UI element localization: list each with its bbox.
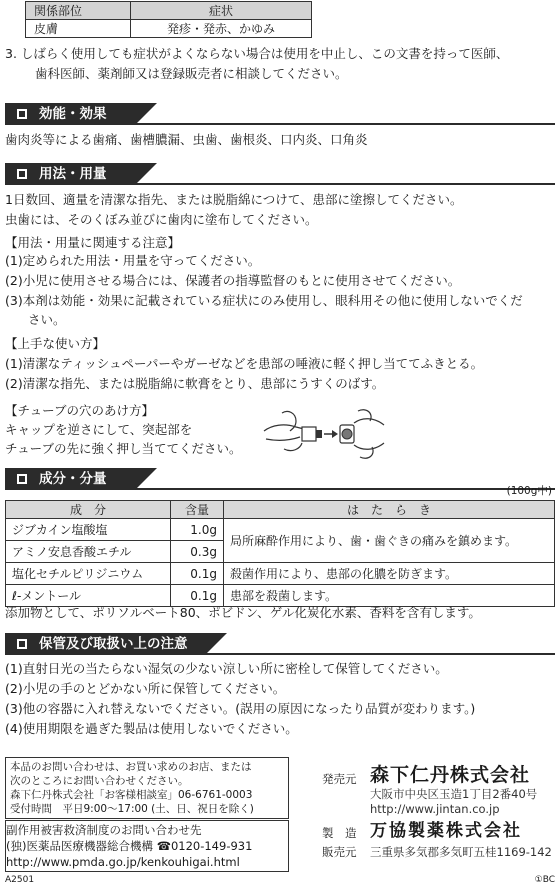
relief-line: http://www.pmda.go.jp/kenkouhigai.html — [6, 855, 240, 869]
usage-tip: (2)清潔な指先、または脱脂綿に軟膏をとり、患部にうすくのばす。 — [5, 376, 385, 391]
ingredient-action: 患部を殺菌します。 — [224, 585, 555, 607]
ingredient-amount: 0.3g — [171, 541, 224, 563]
table-row — [6, 563, 555, 585]
table-row — [6, 519, 555, 541]
section-header-ingredients — [5, 468, 555, 490]
ingredients-header: は た ら き — [224, 501, 555, 519]
warning-3-line2: 歯科医師、薬剤師又は登録販売者に相談してください。 — [35, 66, 348, 81]
storage-item: (4)使用期限を過ぎた製品は使用しないでください。 — [5, 721, 298, 736]
usage-line1: 1日数回、適量を清潔な指先、または脱脂綿につけて、患部に塗擦してください。 — [5, 192, 463, 207]
relief-box — [5, 820, 289, 872]
ingredients-per: (100g中) — [506, 485, 552, 497]
maker-name: 万協製薬株式会社 — [370, 821, 522, 841]
ingredients-header: 成 分 — [6, 501, 171, 519]
seller-name: 森下仁丹株式会社 — [370, 764, 531, 786]
section-title: 効能・効果 — [39, 106, 107, 122]
relief-line: (独)医薬品医療機器総合機構 ☎0120-149-931 — [6, 839, 253, 853]
tube-line1: キャップを逆さにして、突起部を — [5, 422, 193, 437]
maker-role-2: 販売元 — [322, 845, 357, 859]
symptom-table-cell: 発疹・発赤、かゆみ — [131, 20, 312, 38]
usage-tips-heading: 【上手な使い方】 — [5, 336, 106, 351]
usage-line2: 虫歯には、そのくぼみ並びに歯肉に塗布してください。 — [5, 212, 318, 227]
usage-notes-heading: 【用法・用量に関連する注意】 — [5, 235, 181, 250]
section-title: 用法・用量 — [39, 166, 107, 182]
tube-heading: 【チューブの穴のあけ方】 — [5, 403, 155, 418]
ingredients-header: 含量 — [171, 501, 224, 519]
ingredient-action: 局所麻酔作用により、歯・歯ぐきの痛みを鎮めます。 — [224, 519, 555, 563]
relief-line: 副作用被害救済制度のお問い合わせ先 — [6, 823, 202, 837]
seller-address: 大阪市中央区玉造1丁目2番40号 — [370, 787, 538, 801]
tube-cap-illustration — [262, 403, 388, 461]
symptom-table-header: 関係部位 — [26, 2, 131, 20]
ingredient-name: ジブカイン塩酸塩 — [6, 519, 171, 541]
storage-item: (3)他の容器に入れ替えないでください。(誤用の原因になったり品質が変わります。) — [5, 701, 476, 716]
ingredient-name: 塩化セチルピリジニウム — [6, 563, 171, 585]
footer-code: A2501 — [5, 875, 35, 885]
maker-role: 製 造 — [322, 826, 357, 840]
section-header-usage — [5, 163, 555, 185]
inquiry-line: 受付時間 平日9:00～17:00 (土、日、祝日を除く) — [10, 803, 254, 815]
additives-text: 添加物として、ポリソルベート80、ポビドン、ゲル化炭化水素、香料を含有します。 — [5, 605, 481, 620]
usage-note: さい。 — [28, 312, 66, 327]
inquiry-box — [5, 757, 289, 819]
ingredient-name: アミノ安息香酸エチル — [6, 541, 171, 563]
storage-item: (2)小児の手のとどかない所に保管してください。 — [5, 681, 286, 696]
symptom-table — [25, 1, 312, 38]
seller-role: 発売元 — [322, 772, 357, 786]
footer-mark: ①BC — [534, 875, 555, 885]
inquiry-line: 次のところにお問い合わせください。 — [10, 775, 189, 787]
section-header-storage — [5, 633, 555, 655]
inquiry-line: 本品のお問い合わせは、お買い求めのお店、または — [10, 761, 252, 773]
section-title: 保管及び取扱い上の注意 — [39, 636, 188, 652]
efficacy-text: 歯肉炎等による歯痛、歯槽膿漏、虫歯、歯根炎、口内炎、口角炎 — [5, 132, 368, 147]
ingredient-name: ℓ-メントール — [6, 585, 171, 607]
warning-3-line1: 3. しばらく使用しても症状がよくならない場合は使用を中止し、この文書を持って医師、 — [5, 46, 509, 61]
tube-line2: チューブの先に強く押し当ててください。 — [5, 441, 242, 456]
inquiry-line: 森下仁丹株式会社「お客様相談室」06-6761-0003 — [10, 789, 253, 801]
ingredient-amount: 0.1g — [171, 585, 224, 607]
section-header-efficacy — [5, 103, 555, 125]
usage-note: (1)定められた用法・用量を守ってください。 — [5, 253, 261, 268]
usage-note: (2)小児に使用させる場合には、保護者の指導監督のもとに使用させてください。 — [5, 273, 461, 288]
ingredient-action: 殺菌作用により、患部の化膿を防ぎます。 — [224, 563, 555, 585]
section-title: 成分・分量 — [39, 471, 107, 487]
ingredient-amount: 0.1g — [171, 563, 224, 585]
maker-address: 三重県多気郡多気町五桂1169-142 — [370, 845, 552, 859]
usage-note: (3)本剤は効能・効果に記載されている症状にのみ使用し、眼科用その他に使用しないでくだ — [5, 293, 523, 308]
ingredient-amount: 1.0g — [171, 519, 224, 541]
storage-item: (1)直射日光の当たらない湿気の少ない涼しい所に密栓して保管してください。 — [5, 661, 448, 676]
ingredients-table — [5, 500, 555, 607]
symptom-table-header: 症状 — [131, 2, 312, 20]
symptom-table-cell: 皮膚 — [26, 20, 131, 38]
seller-url: http://www.jintan.co.jp — [370, 802, 500, 816]
usage-tip: (1)清潔なティッシュペーパーやガーゼなどを患部の唾液に軽く押し当ててふきとる。 — [5, 356, 484, 371]
